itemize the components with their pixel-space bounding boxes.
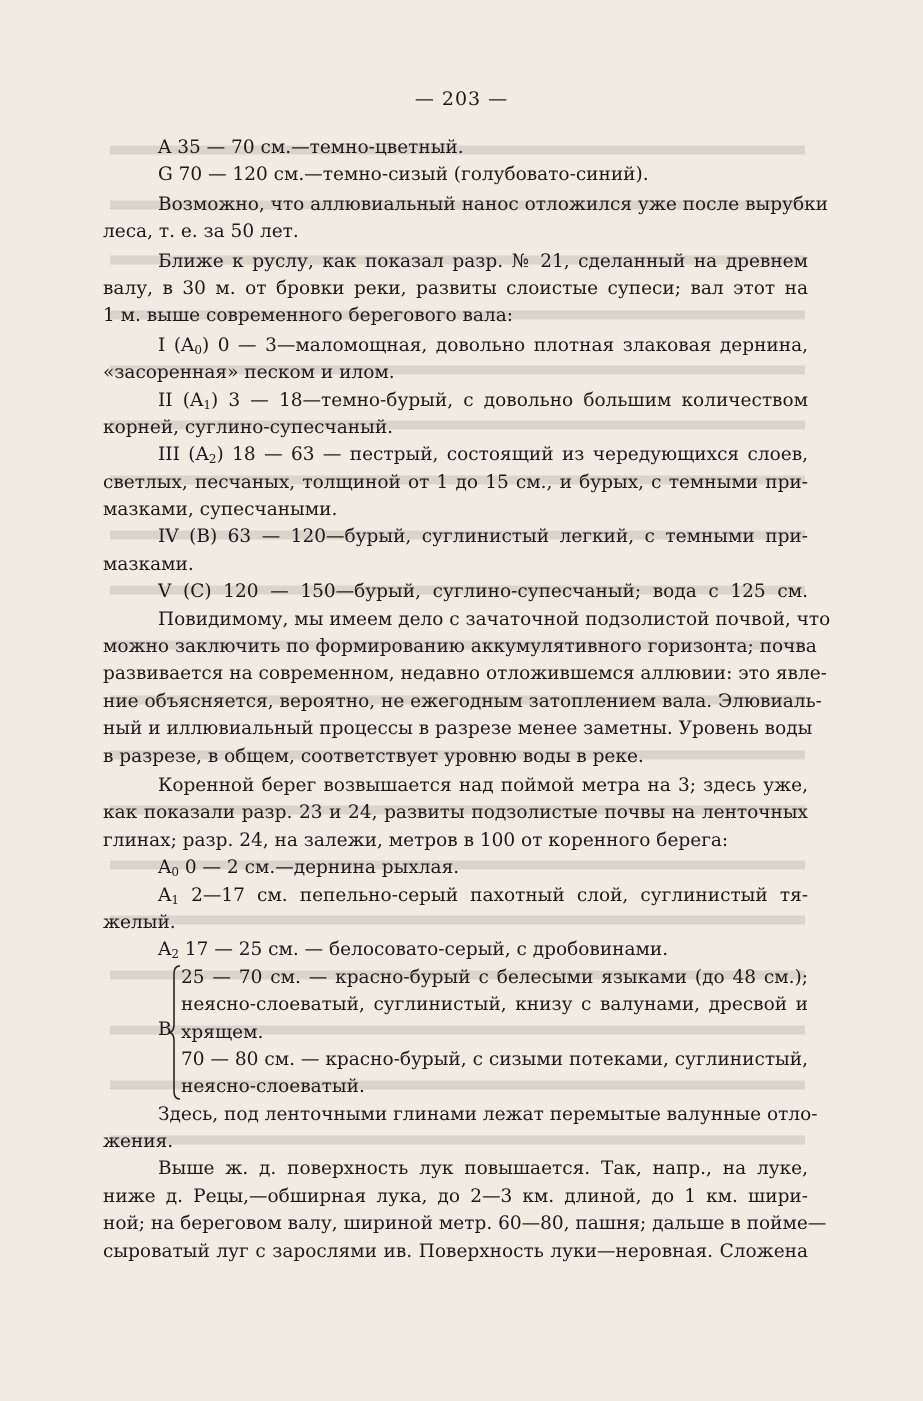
text-line: ной; на береговом валу, шириной метр. 60—80, пашня; дальше в пойме— [103, 1213, 827, 1235]
text-line: сыроватый луг с зарослями ив. Поверхность луки—неровная. Сложена [103, 1240, 808, 1262]
text-line: A 35 — 70 см.—темно-цветный. [158, 137, 464, 158]
horizon-line: III $(A_2)$ 18 — 63 — пестрый, состоящий из чередующихся слоев, [158, 444, 808, 467]
page-number: — 203 — [414, 88, 509, 110]
text-line: корней, суглино-супесчаный. [103, 416, 394, 438]
horizon-line: I $(A_0)$ 0 — 3—маломощная, довольно плотная злаковая дернина, [158, 334, 808, 357]
text-line: можно заключить по формированию аккумулятивного горизонта; почва [103, 636, 817, 658]
text-line: ный и иллювиальный процессы в разрезе менее заметны. Уровень воды [103, 718, 813, 740]
horizon-line: II $(A_1)$ 3 — 18—темно-бурый, с довольно большим количеством [158, 389, 808, 412]
text-line: мазками, супесчаными. [103, 499, 338, 521]
horizon-b-label: B [158, 1018, 172, 1040]
text-line: леса, т. е. за 50 лет. [103, 221, 299, 243]
text-line: 70 — 80 см. — красно-бурый, с сизыми потеками, суглинистый, [181, 1048, 808, 1070]
horizon-line: $A_1$ 2—17 см. пепельно-серый пахотный слой, суглинистый тя- [158, 884, 808, 907]
text-line: светлых, песчаных, толщиной от 1 до 15 см., и бурых, с темными при- [103, 471, 808, 493]
text-line: валу, в 30 м. от бровки реки, развиты слоистые супеси; вал этот на [103, 277, 808, 299]
text-line: Выше ж. д. поверхность лук повышается. Так, напр., на луке, [158, 1158, 808, 1180]
horizon-line: $A_0$ 0 — 2 см.—дернина рыхлая. [158, 857, 460, 880]
text-line: как показали разр. 23 и 24, развиты подзолистые почвы на ленточных [103, 802, 808, 824]
text-line: G 70 — 120 см.—темно-сизый (голубовато-синий). [158, 164, 649, 186]
text-line: в разрезе, в общем, соответствует уровню воды в реке. [103, 745, 644, 767]
text-line: 1 м. выше современного берегового вала: [103, 305, 513, 327]
text-line: ниже д. Рецы,—обширная лука, до 2—3 км. длиной, до 1 км. шири- [103, 1185, 808, 1207]
body-text [103, 134, 831, 1265]
text-line: Коренной берег возвышается над поймой метра на 3; здесь уже, [158, 774, 808, 796]
text-line: V (C) 120 — 150—бурый, суглино-супесчаный; вода с 125 см. [158, 581, 808, 603]
text-line: Повидимому, мы имеем дело с зачаточной подзолистой почвой, что [158, 608, 831, 630]
horizon-line: $A_2$ 17 — 25 см. — белосовато-серый, с дробовинами. [158, 939, 669, 962]
text-line: ние объясняется, вероятно, не ежегодным затоплением вала. Элювиаль- [103, 690, 822, 712]
text-line: «засоренная» песком и илом. [103, 362, 395, 384]
text-line: Возможно, что аллювиальный нанос отложился уже после вырубки [158, 193, 828, 215]
text-line: IV (B) 63 — 120—бурый, суглинистый легкий, с темными при- [158, 526, 808, 548]
text-line: неясно-слоеватый. [181, 1076, 365, 1098]
horizon-b-block [103, 964, 808, 1101]
text-line: жения. [103, 1131, 174, 1153]
text-line: Здесь, под ленточными глинами лежат перемытые валунные отло- [158, 1103, 818, 1125]
text-line: хрящем. [181, 1021, 264, 1043]
brace-icon [169, 964, 181, 1101]
text-line: неясно-слоеватый, суглинистый, книзу с валунами, дресвой и [181, 994, 808, 1016]
text-line: мазками. [103, 553, 194, 575]
text-line: 25 — 70 см. — красно-бурый с белесыми языками (до 48 см.); [181, 966, 808, 988]
text-line: развивается на современном, недавно отложившемся аллювии: это явле- [103, 663, 827, 685]
text-line: желый. [103, 911, 176, 933]
text-line: Ближе к руслу, как показал разр. № 21, сделанный на древнем [158, 250, 808, 272]
text-line: глинах; разр. 24, на залежи, метров в 100 от коренного берега: [103, 829, 729, 851]
